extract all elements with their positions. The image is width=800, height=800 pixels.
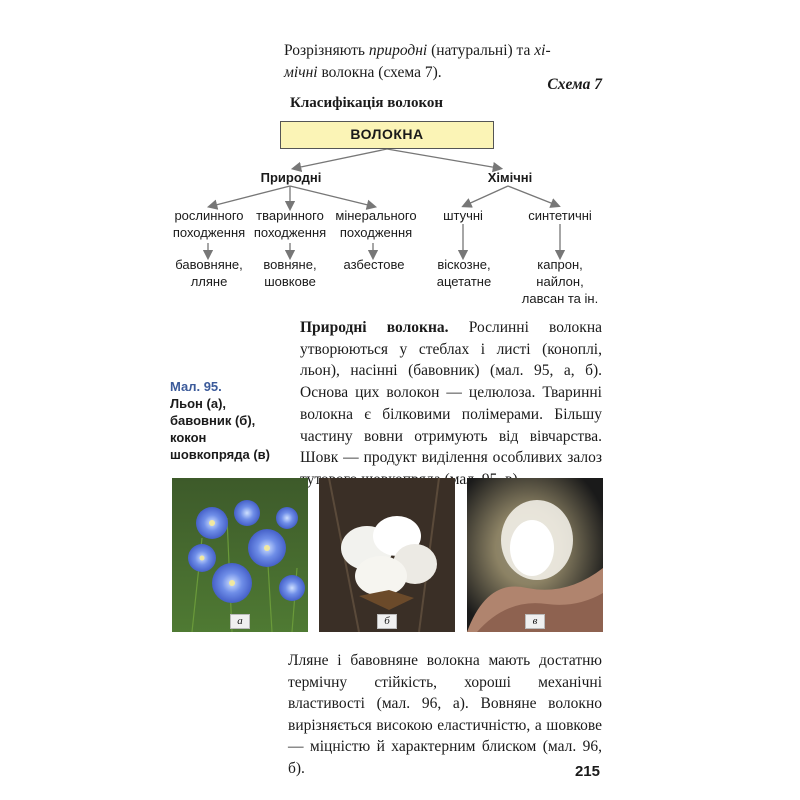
caption-line: бавовник (б), [170,413,256,428]
photo-label-a: а [230,614,250,629]
diagram-animal-examples [248,256,332,290]
intro-text-part: Розрізняють [284,42,369,59]
diagram-artificial-example: віскозне, [437,257,491,272]
page-number: 215 [574,763,600,780]
diagram-mineral-origin-line1: мінерального [335,208,417,223]
caption-line: кокон [170,430,207,445]
diagram-plant-origin-line2: походження [172,225,246,240]
photo-label-c: в [525,614,545,629]
diagram-plant-example: лляне [190,274,228,289]
diagram-synthetic-examples [510,256,610,307]
diagram-plant-origin [166,207,252,241]
diagram-mineral-origin [330,207,422,241]
diagram-animal-example: шовкове [264,274,316,289]
diagram-plant-examples [166,256,252,290]
diagram-plant-example: бавовняне, [175,257,243,272]
diagram-chemical: Хімічні [487,170,533,185]
diagram-mineral-examples [330,256,418,273]
figure-caption [170,378,280,463]
diagram-artificial-examples [425,256,503,290]
cotton-boll-image [319,478,455,632]
intro-text-part: волокна (схема 7). [317,64,442,81]
diagram-animal-origin-line1: тваринного [256,208,324,223]
diagram-synthetic-example: лавсан та ін. [521,291,599,306]
intro-italic-chemical-a: хі- [534,42,551,59]
photo-silk-cocoon [467,478,603,632]
paragraph-natural-fibers [300,317,602,491]
diagram-natural: Природні [260,170,322,185]
diagram-animal-origin [248,207,332,241]
paragraph-properties: Лляне і бавовняне волокна мають достатню термічну стійкість, хороші механічні властивості (мал. 96, а). Вовняне волокно вирізняється високою еластичністю, а шовкове — міцністю й характерним блиском (мал. 96, б). [288,652,602,777]
intro-text-part: (натуральні) та [427,42,535,59]
schema-label: Схема 7 [547,76,602,93]
photo-label-b: б [377,614,397,629]
diagram-artificial: штучні [443,208,483,223]
diagram-animal-example: вовняне, [263,257,317,272]
figure-number: Мал. 95. [170,379,222,394]
diagram-synthetic-example: капрон, [537,257,583,272]
photo-cotton [319,478,455,632]
flax-flowers-image [172,478,308,632]
paragraph-body: Рослинні волокна утворюються у стеблах і листі (коноплі, льон), насінні (бавовник) (мал. 95, а, б). Основа цих волокон — целюлоза. Тваринні волокна є білковими полімерами. Більшу частину вовни отримують від вівчарства. Шовк — продукт виділення особливих залоз (мал. [300,319,602,488]
diagram-root-fibers: ВОЛОКНА [280,121,494,149]
diagram-animal-origin-line2: походження [253,225,327,240]
diagram-plant-origin-line1: рослинного [174,208,244,223]
diagram-artificial-example: ацетатне [436,274,492,289]
diagram-mineral-origin-line2: походження [339,225,413,240]
diagram-mineral-example: азбестове [343,257,405,272]
caption-line: шовкопряда (в) [170,447,270,462]
classification-title: Класифікація волокон [290,95,444,111]
diagram-synthetic-example: найлон, [536,274,584,289]
intro-italic-chemical-b: мічні [284,64,318,81]
silk-cocoon-image [467,478,603,632]
caption-line: Льон (а), [170,396,227,411]
intro-italic-natural: природні [368,42,428,59]
diagram-synthetic: синтетичні [528,208,592,223]
paragraph-lead: Природні волокна. [300,319,449,336]
photo-flax [172,478,308,632]
